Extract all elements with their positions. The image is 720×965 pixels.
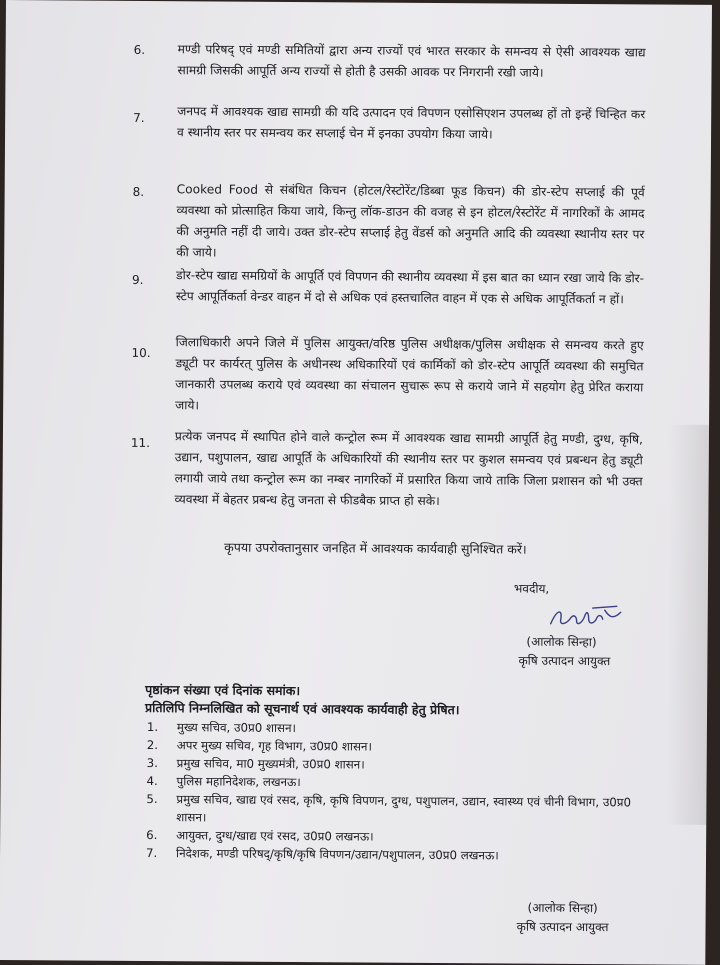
signatory-designation: कृषि उत्पादन आयुक्त: [518, 653, 611, 669]
paragraph-text: जनपद में आवश्यक खाद्य सामग्री की यदि उत्पादन एवं विपणन एसोसिएशन उपलब्ध हों तो इन्हें चिन्हित कर व स्थानीय स्तर पर समन्वय कर सप्लाई चेन में इनका उपयोग किया जाये।: [177, 104, 646, 142]
list-item-text: निदेशक, मण्डी परिषद्/कृषि/कृषि विपणन/उद्यान/पशुपालन, उ0प्र0 लखनऊ।: [175, 846, 499, 863]
list-item-text: मुख्य सचिव, उ0प्र0 शासन।: [176, 720, 297, 736]
signatory-designation-2: कृषि उत्पादन आयुक्त: [516, 919, 609, 935]
signatory-name: (आलोक सिन्हा): [526, 634, 597, 650]
list-item-number: 2.: [146, 738, 159, 753]
list-item-number: 5.: [146, 792, 158, 807]
copy-recipients-list: [136, 718, 677, 866]
list-item-number: 3.: [146, 756, 158, 771]
list-item-text: अपर मुख्य सचिव, गृह विभाग, उ0प्र0 शासन।: [176, 738, 373, 754]
paragraph-text: डोर-स्टेप खाद्य समग्रियों के आपूर्ति एवं विपणन की स्थानीय व्यवस्था में इस बात का ध्यान रखा जाये कि डोर-स्टेप आपूर्तिकर्ता वेन्डर वाहन में दो से अधिक एवं हस्तचालित वाहन में एक से अधिक आपूर्तिकर्ता न हों।: [175, 268, 645, 307]
paragraph-11: [3, 425, 709, 509]
endorsement-number-line: पृष्ठांकन संख्या एवं दिनांक समांक।: [145, 681, 301, 699]
salutation: भवदीय,: [513, 581, 550, 596]
paragraph-6: [6, 38, 712, 80]
paragraph-7: [5, 100, 711, 142]
list-item-number: 7.: [145, 845, 158, 861]
list-item: [136, 790, 676, 830]
paragraph-number: 6.: [133, 42, 146, 57]
paragraph-text: मण्डी परिषद् एवं मण्डी समितियों द्वारा अन्य राज्यों एवं भारत सरकार के समन्वय से ऐसी आवश्यक खाद्य सामग्री जिसकी आपूर्ति अन्य राज्यों से होती है उसकी आवक पर निगरानी रखी जाये।: [177, 42, 646, 80]
paragraph-text: Cooked Food से संबंधित किचन (होटल/रेस्टोरेंट/डिब्बा फूड किचन) की डोर-स्टेप सप्लाई की पूर्व व्यवस्था को प्रोत्साहित किया जाये, किन्तु लॉक-डाउन की वजह से इन होटल/रेस्टोरेंट में नागरिकों के आमद की अनुमति नहीं दी जाये। उक्त डोर-स्टेप सप्लाई हेतु वेंडर्स को अनुमति आदि की व्यवस्था स्थानीय स्तर पर की जाये।: [176, 182, 645, 260]
paragraph-text: जिलाधिकारी अपने जिले में पुलिस आयुक्त/वरिष्ठ पुलिस अधीक्षक/पुलिस अधीक्षक से समन्वय करते हुए ड्यूटी पर कार्यरत् पुलिस के अधीनस्थ अधिकारियों एवं कार्मिकों को डोर-स्टेप आपूर्ति व्यवस्था की समुचित जानकारी उपलब्ध कराये एवं व्यवस्था का संचालन सुचारू रूप से कराये जाने में सहयोग हेतु प्रेरित कराया जाये।: [175, 335, 644, 413]
paragraph-number: 10.: [131, 345, 151, 361]
signature: [547, 602, 627, 635]
paragraph-number: 8.: [132, 184, 145, 199]
list-item-number: 6.: [146, 827, 158, 843]
paragraph-10: [4, 331, 710, 413]
paragraph-8: [5, 178, 711, 260]
signatory-name-2: (आलोक सिन्हा): [527, 900, 598, 916]
paragraph-number: 9.: [132, 272, 144, 287]
closing-request: कृपया उपरोक्तानुसार जनहित में आवश्यक कार्यवाही सुनिश्चित करें।: [224, 539, 527, 557]
list-item-text: पुलिस महानिदेशक, लखनऊ।: [176, 774, 301, 790]
paragraph-text: प्रत्येक जनपद में स्थापित होने वाले कन्ट्रोल रूम में आवश्यक खाद्य सामग्री आपूर्ति हेतु मण्डी, दुग्ध, कृषि, उद्यान, पशुपालन, खाद्य आपूर्ति के अधिकारियों की स्थानीय स्तर पर कुशल समन्वय एवं प्रबन्धन हेतु ड्यूटी लगायी जाये तथा कन्ट्रोल रूम का नम्बर नागरिकों में प्रसारित किया जाये ताकि जिला प्रशासन को भी उक्त व्यवस्था में बेहतर प्रबन्ध हेतु जनता से फीडबैक प्राप्त हो सके।: [174, 429, 643, 509]
paragraph-number: 7.: [133, 110, 145, 125]
list-item-text: आयुक्त, दुग्ध/खाद्य एवं रसद, उ0प्र0 लखनऊ।: [176, 828, 374, 844]
copy-forward-line: प्रतिलिपि निम्नलिखित को सूचनार्थ एवं आवश्यक कार्यवाही हेतु प्रेषित।: [145, 699, 460, 718]
list-item-number: 4.: [146, 774, 158, 789]
list-item-text: प्रमुख सचिव, मा0 मुख्यमंत्री, उ0प्र0 शासन।: [176, 756, 365, 772]
list-item-text: प्रमुख सचिव, खाद्य एवं रसद, कृषि, कृषि विपणन, दुग्ध, पशुपालन, उद्यान, स्वास्थ्य एवं चीनी विभाग, उ0प्र0 शासन।: [176, 792, 632, 825]
list-item: [136, 844, 676, 866]
paragraph-number: 11.: [130, 435, 151, 451]
list-item-number: 1.: [146, 720, 159, 735]
